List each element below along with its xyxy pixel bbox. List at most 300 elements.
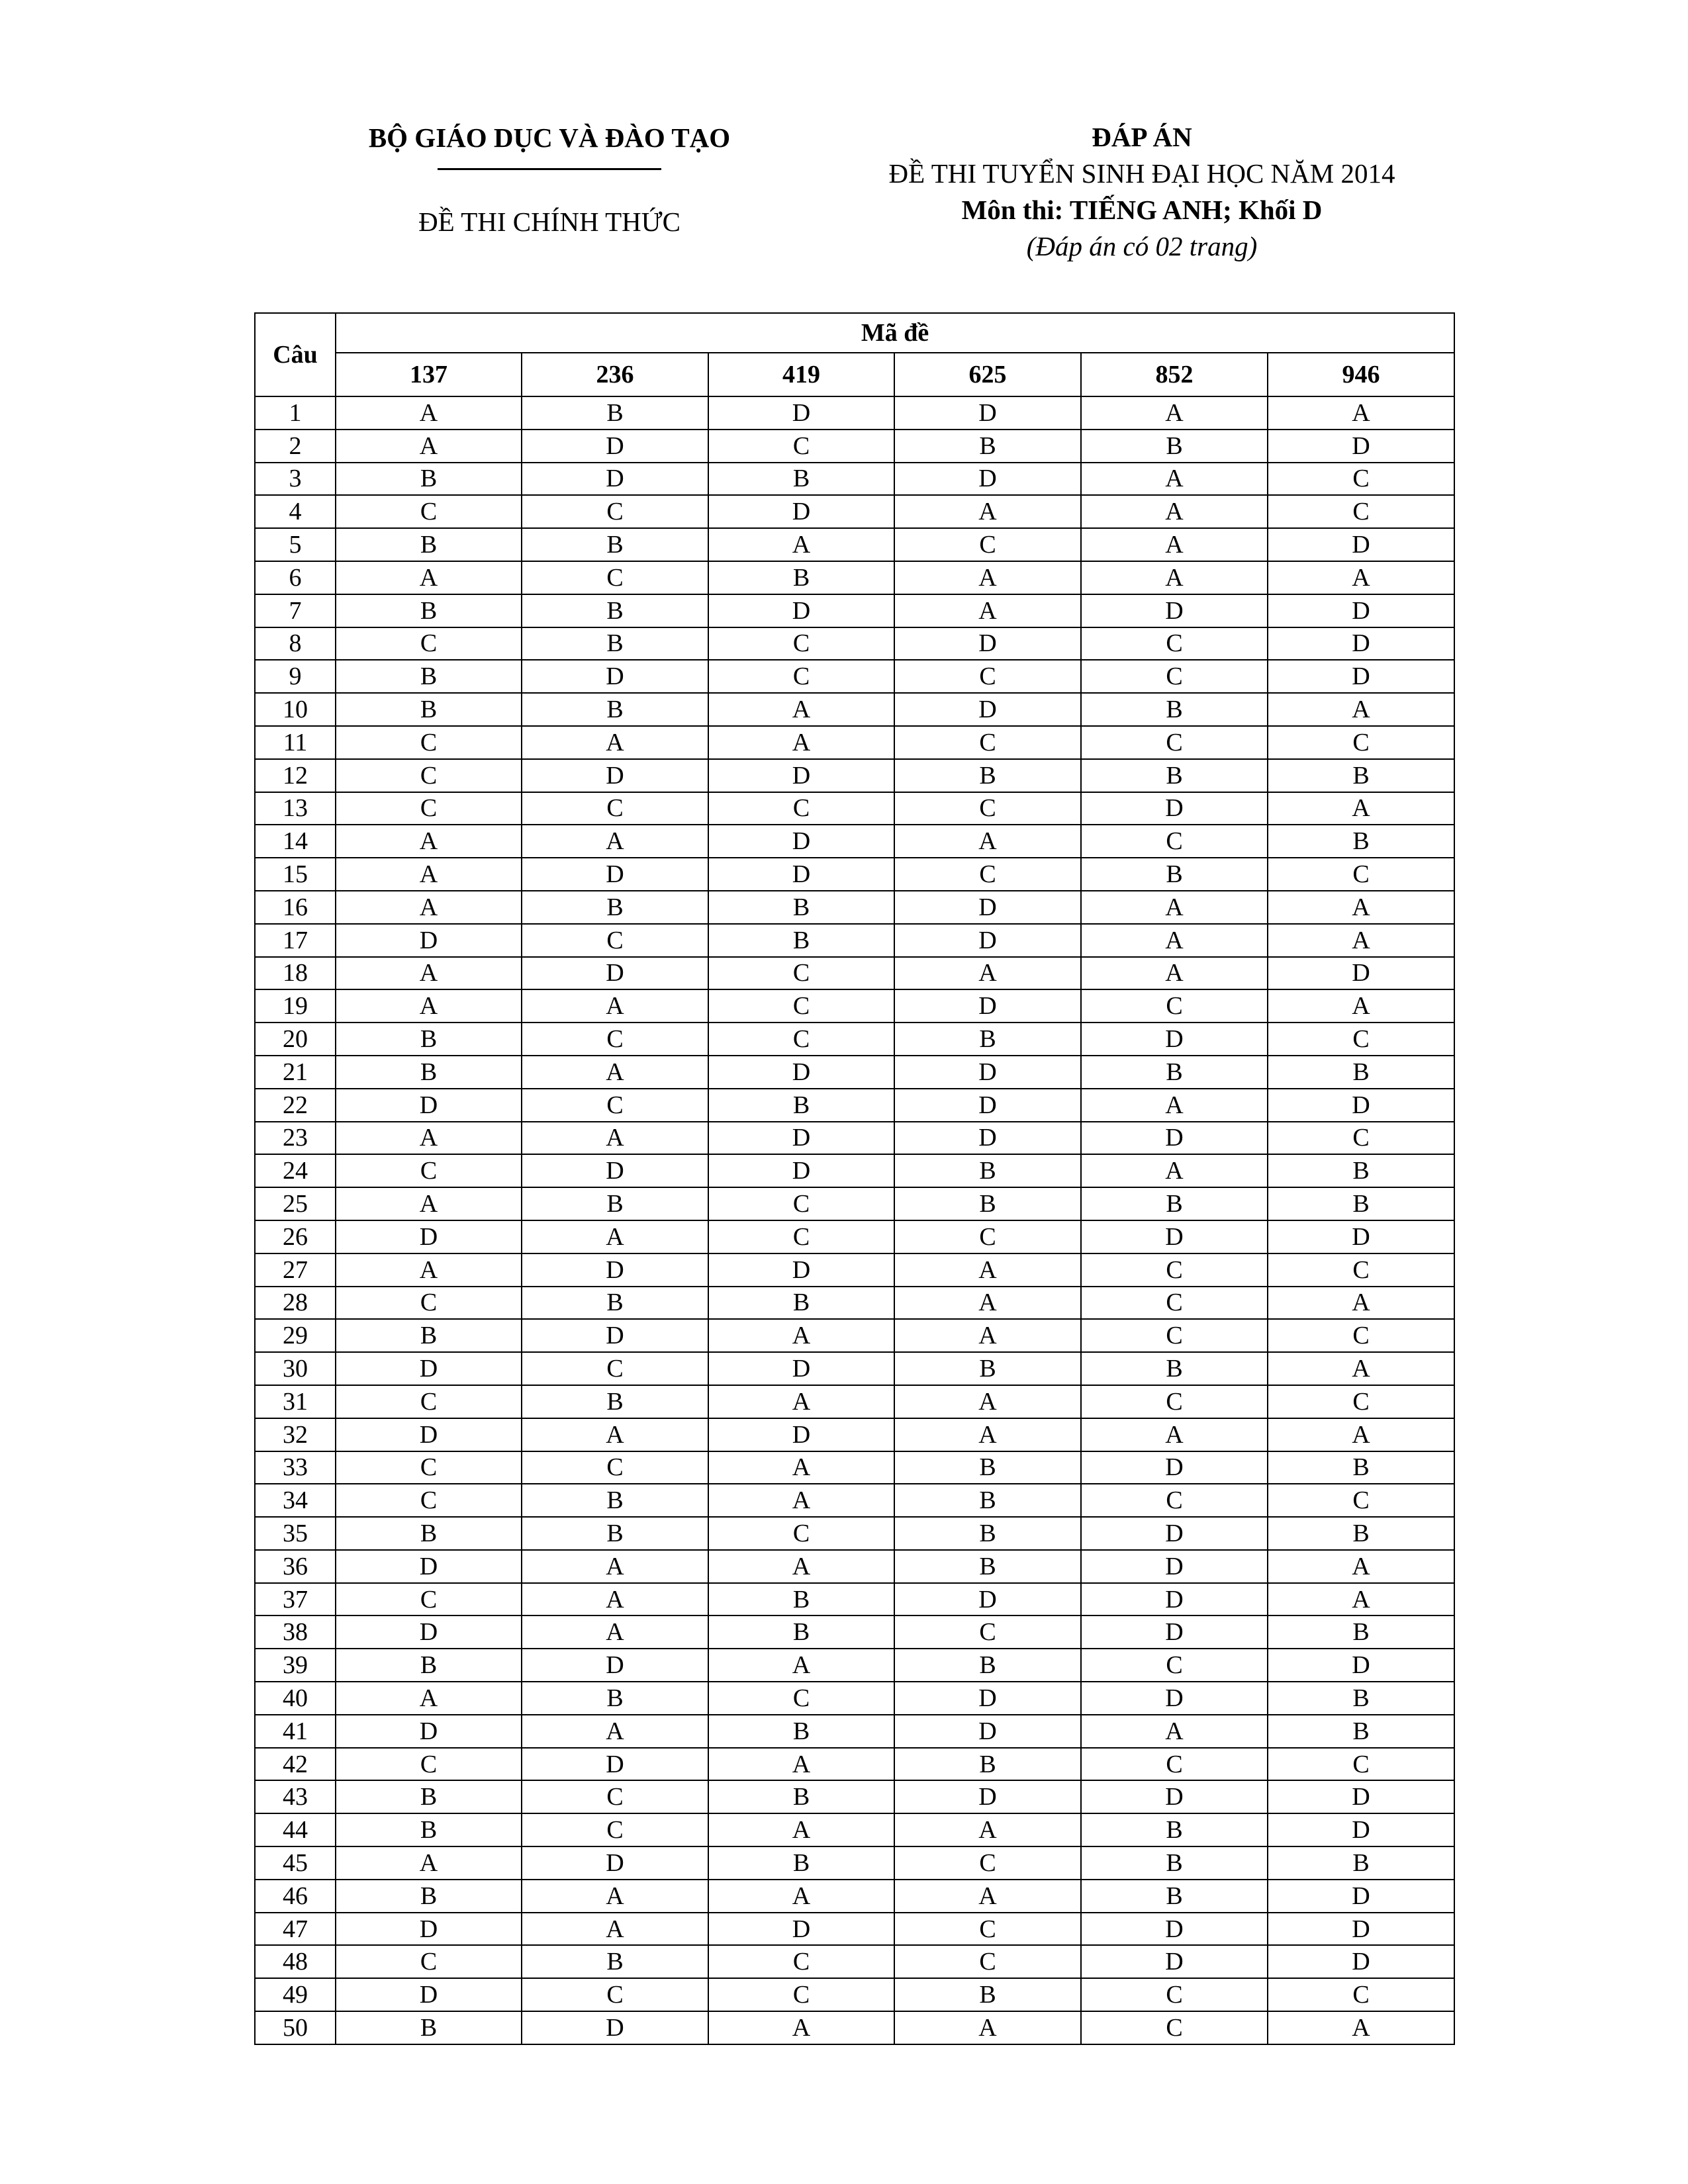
answer-cell: B [522, 1484, 708, 1517]
answer-cell: A [894, 1385, 1081, 1418]
table-row [255, 1451, 1454, 1484]
table-row [255, 1649, 1454, 1682]
answer-cell: D [522, 957, 708, 990]
answer-cell: C [1081, 1319, 1268, 1352]
answer-cell: D [336, 1089, 522, 1122]
answer-cell: D [336, 1715, 522, 1748]
answer-cell: C [1081, 1484, 1268, 1517]
table-row [255, 1913, 1454, 1946]
question-number: 21 [255, 1056, 336, 1089]
question-number: 50 [255, 2011, 336, 2044]
question-number: 25 [255, 1187, 336, 1220]
answer-cell: B [708, 924, 894, 957]
table-row [255, 1484, 1454, 1517]
question-number: 6 [255, 561, 336, 594]
answer-cell: C [336, 627, 522, 660]
answer-cell: C [894, 1913, 1081, 1946]
answer-cell: C [1268, 858, 1454, 891]
answer-cell: C [336, 792, 522, 825]
answer-cell: A [894, 2011, 1081, 2044]
answer-cell: D [336, 1615, 522, 1649]
answer-cell: B [1268, 1715, 1454, 1748]
answer-cell: C [894, 1846, 1081, 1880]
answer-cell: B [894, 1023, 1081, 1056]
exam-code-header: Mã đề [336, 313, 1454, 353]
answer-cell: A [336, 989, 522, 1023]
answer-cell: B [1268, 1846, 1454, 1880]
answer-cell: B [894, 1649, 1081, 1682]
question-number: 22 [255, 1089, 336, 1122]
answer-cell: A [1268, 891, 1454, 924]
answer-cell: C [708, 1682, 894, 1715]
answer-cell: C [522, 1451, 708, 1484]
answer-cell: A [522, 1880, 708, 1913]
answer-cell: A [522, 989, 708, 1023]
answer-cell: C [708, 1187, 894, 1220]
answer-cell: B [336, 1880, 522, 1913]
table-row [255, 1780, 1454, 1813]
answer-cell: B [894, 1154, 1081, 1187]
subject-line: Môn thi: TIẾNG ANH; Khối D [961, 195, 1323, 225]
answer-cell: A [522, 1615, 708, 1649]
answer-cell: C [894, 1615, 1081, 1649]
answer-cell: D [708, 1352, 894, 1385]
question-number: 18 [255, 957, 336, 990]
table-row [255, 561, 1454, 594]
answer-cell: B [1268, 759, 1454, 792]
answer-cell: D [522, 1319, 708, 1352]
question-number: 23 [255, 1122, 336, 1155]
answer-cell: B [336, 1319, 522, 1352]
question-number: 7 [255, 594, 336, 627]
answer-cell: D [894, 1056, 1081, 1089]
answer-cell: C [708, 627, 894, 660]
answer-cell: B [894, 1517, 1081, 1550]
question-number: 15 [255, 858, 336, 891]
answer-cell: D [522, 1748, 708, 1781]
answer-cell: A [1268, 1418, 1454, 1451]
answer-cell: D [708, 825, 894, 858]
answer-cell: D [708, 495, 894, 528]
question-number: 2 [255, 430, 336, 463]
answer-cell: A [894, 1319, 1081, 1352]
answer-cell: C [1268, 1385, 1454, 1418]
answer-cell: C [1081, 989, 1268, 1023]
answer-cell: A [894, 1287, 1081, 1320]
answer-cell: D [1268, 430, 1454, 463]
question-number: 10 [255, 693, 336, 726]
answer-cell: B [708, 891, 894, 924]
answer-cell: C [708, 660, 894, 693]
answer-cell: D [1081, 1583, 1268, 1616]
answer-cell: D [894, 1682, 1081, 1715]
question-number: 12 [255, 759, 336, 792]
answer-cell: D [894, 463, 1081, 496]
question-number: 24 [255, 1154, 336, 1187]
answer-cell: D [894, 1715, 1081, 1748]
answer-cell: D [336, 1550, 522, 1583]
answer-cell: B [1081, 430, 1268, 463]
question-number: 33 [255, 1451, 336, 1484]
answer-cell: C [1268, 1122, 1454, 1155]
question-number: 8 [255, 627, 336, 660]
table-row [255, 1352, 1454, 1385]
answer-cell: D [1268, 1945, 1454, 1978]
answer-cell: A [1081, 463, 1268, 496]
answer-cell: C [1268, 1253, 1454, 1287]
answer-cell: D [1268, 660, 1454, 693]
answer-cell: A [1268, 1352, 1454, 1385]
answer-cell: B [336, 463, 522, 496]
answer-cell: D [1081, 1682, 1268, 1715]
answer-cell: B [1268, 1451, 1454, 1484]
answer-cell: D [1081, 1913, 1268, 1946]
table-row [255, 1122, 1454, 1155]
answer-cell: A [1081, 957, 1268, 990]
question-number: 31 [255, 1385, 336, 1418]
question-number: 40 [255, 1682, 336, 1715]
question-number: 38 [255, 1615, 336, 1649]
answer-cell: A [1268, 989, 1454, 1023]
answer-cell: A [894, 1418, 1081, 1451]
table-row [255, 891, 1454, 924]
answer-cell: B [336, 1813, 522, 1846]
answer-cell: A [336, 1682, 522, 1715]
ministry-name: BỘ GIÁO DỤC VÀ ĐÀO TẠO [368, 122, 731, 153]
exam-code: 419 [708, 353, 894, 396]
answer-cell: B [336, 660, 522, 693]
answer-cell: A [708, 1451, 894, 1484]
table-row [255, 924, 1454, 957]
answer-cell: A [522, 825, 708, 858]
answer-cell: D [522, 1649, 708, 1682]
table-row [255, 1220, 1454, 1253]
answer-cell: B [708, 1715, 894, 1748]
answer-cell: B [336, 1023, 522, 1056]
answer-cell: A [708, 1649, 894, 1682]
answer-cell: B [708, 561, 894, 594]
table-row [255, 825, 1454, 858]
answer-cell: D [708, 858, 894, 891]
answer-cell: B [708, 1615, 894, 1649]
answer-cell: A [1268, 693, 1454, 726]
table-row [255, 1813, 1454, 1846]
answer-cell: A [522, 1418, 708, 1451]
answer-cell: D [708, 396, 894, 430]
answer-cell: B [894, 1352, 1081, 1385]
answer-cell: B [336, 2011, 522, 2044]
answer-cell: D [708, 759, 894, 792]
answer-cell: C [1081, 825, 1268, 858]
question-number: 28 [255, 1287, 336, 1320]
answer-cell: C [708, 792, 894, 825]
title-block [768, 119, 1516, 265]
answer-cell: C [336, 1154, 522, 1187]
table-row [255, 1846, 1454, 1880]
answer-cell: D [1081, 1023, 1268, 1056]
answer-cell: B [522, 693, 708, 726]
answer-cell: D [336, 1913, 522, 1946]
table-row [255, 1583, 1454, 1616]
question-number: 41 [255, 1715, 336, 1748]
answer-cell: A [708, 693, 894, 726]
table-row [255, 792, 1454, 825]
answer-cell: D [894, 1780, 1081, 1813]
answer-cell: A [708, 1550, 894, 1583]
answer-cell: D [522, 759, 708, 792]
answer-cell: B [336, 1056, 522, 1089]
answer-cell: B [1081, 1187, 1268, 1220]
answer-cell: D [708, 1056, 894, 1089]
answer-cell: D [522, 1154, 708, 1187]
answer-cell: A [336, 1253, 522, 1287]
table-row [255, 430, 1454, 463]
answer-cell: C [1268, 1748, 1454, 1781]
answer-cell: D [894, 891, 1081, 924]
question-number: 19 [255, 989, 336, 1023]
official-exam-label: ĐỀ THI CHÍNH THỨC [418, 206, 680, 237]
answer-cell: D [894, 1122, 1081, 1155]
answer-cell: B [522, 627, 708, 660]
question-number: 44 [255, 1813, 336, 1846]
answer-cell: C [522, 495, 708, 528]
answer-cell: A [336, 858, 522, 891]
answer-cell: A [1268, 2011, 1454, 2044]
answer-cell: A [708, 1319, 894, 1352]
answer-cell: D [894, 396, 1081, 430]
answer-cell: D [336, 1418, 522, 1451]
answer-cell: A [522, 1122, 708, 1155]
answer-cell: A [708, 1385, 894, 1418]
answer-cell: D [1268, 1913, 1454, 1946]
question-number: 11 [255, 726, 336, 759]
answer-cell: B [894, 1978, 1081, 2011]
answer-cell: A [336, 825, 522, 858]
issuer-block [278, 119, 821, 240]
table-row [255, 1319, 1454, 1352]
table-row [255, 627, 1454, 660]
table-row [255, 1880, 1454, 1913]
answer-cell: A [894, 1880, 1081, 1913]
answer-cell: D [894, 1583, 1081, 1616]
answer-cell: A [1081, 396, 1268, 430]
answer-cell: B [522, 1287, 708, 1320]
answer-cell: B [1081, 1846, 1268, 1880]
answer-cell: B [894, 1484, 1081, 1517]
answer-cell: A [522, 726, 708, 759]
answer-cell: D [1268, 1813, 1454, 1846]
table-row [255, 1253, 1454, 1287]
answer-cell: B [1081, 1880, 1268, 1913]
question-number: 43 [255, 1780, 336, 1813]
question-number: 37 [255, 1583, 336, 1616]
answer-cell: D [894, 693, 1081, 726]
answer-cell: C [336, 1583, 522, 1616]
answer-cell: C [1081, 1649, 1268, 1682]
answer-cell: A [894, 495, 1081, 528]
table-row [255, 396, 1454, 430]
answer-cell: A [1268, 1287, 1454, 1320]
answer-cell: D [894, 1089, 1081, 1122]
answer-cell: A [1081, 1715, 1268, 1748]
answer-cell: C [522, 924, 708, 957]
answer-cell: A [894, 957, 1081, 990]
answer-cell: C [894, 1945, 1081, 1978]
question-number: 3 [255, 463, 336, 496]
question-number: 17 [255, 924, 336, 957]
answer-cell: A [894, 594, 1081, 627]
answer-cell: B [1081, 1813, 1268, 1846]
answer-cell: D [1268, 627, 1454, 660]
answer-cell: B [522, 1187, 708, 1220]
answer-cell: B [522, 1517, 708, 1550]
answer-cell: C [1081, 1748, 1268, 1781]
question-number: 39 [255, 1649, 336, 1682]
answer-cell: A [522, 1550, 708, 1583]
answer-cell: B [336, 693, 522, 726]
table-row [255, 1615, 1454, 1649]
table-row [255, 858, 1454, 891]
answer-cell: C [1268, 1978, 1454, 2011]
answer-cell: D [336, 1220, 522, 1253]
answer-cell: D [894, 989, 1081, 1023]
exam-code: 137 [336, 353, 522, 396]
answer-cell: A [1081, 924, 1268, 957]
answer-cell: C [708, 989, 894, 1023]
answer-cell: C [336, 495, 522, 528]
exam-code: 625 [894, 353, 1081, 396]
exam-code: 236 [522, 353, 708, 396]
answer-cell: C [336, 1484, 522, 1517]
answer-cell: D [522, 463, 708, 496]
answer-cell: B [1081, 759, 1268, 792]
answer-cell: D [1081, 1220, 1268, 1253]
answer-cell: B [708, 1089, 894, 1122]
answer-cell: D [522, 1253, 708, 1287]
exam-code: 946 [1268, 353, 1454, 396]
answer-cell: B [522, 1945, 708, 1978]
answer-cell: B [1081, 1352, 1268, 1385]
answer-cell: D [708, 1154, 894, 1187]
answer-cell: B [522, 528, 708, 561]
exam-code: 852 [1081, 353, 1268, 396]
answer-cell: A [708, 2011, 894, 2044]
question-number: 47 [255, 1913, 336, 1946]
table-row [255, 989, 1454, 1023]
answer-cell: D [1081, 1945, 1268, 1978]
answer-cell: D [708, 1418, 894, 1451]
question-number: 16 [255, 891, 336, 924]
table-row [255, 660, 1454, 693]
answer-cell: A [708, 1880, 894, 1913]
answer-cell: C [1268, 1023, 1454, 1056]
answer-cell: A [708, 726, 894, 759]
answer-cell: B [708, 1583, 894, 1616]
answer-cell: C [336, 1451, 522, 1484]
table-row [255, 1550, 1454, 1583]
answer-cell: C [522, 1089, 708, 1122]
answer-cell: A [336, 957, 522, 990]
answer-cell: A [522, 1913, 708, 1946]
answer-cell: B [894, 1748, 1081, 1781]
table-row [255, 957, 1454, 990]
answer-cell: A [336, 1187, 522, 1220]
question-number: 45 [255, 1846, 336, 1880]
answer-cell: A [522, 1056, 708, 1089]
table-row [255, 1023, 1454, 1056]
answer-cell: B [894, 430, 1081, 463]
answer-cell: A [708, 1813, 894, 1846]
table-row [255, 463, 1454, 496]
answer-cell: C [1081, 726, 1268, 759]
answer-cell: A [1081, 528, 1268, 561]
question-number: 36 [255, 1550, 336, 1583]
answer-cell: A [708, 1484, 894, 1517]
answer-cell: D [708, 1253, 894, 1287]
answer-cell: C [708, 1023, 894, 1056]
answer-cell: D [1268, 1649, 1454, 1682]
answer-cell: D [1081, 1122, 1268, 1155]
table-row [255, 693, 1454, 726]
answer-cell: D [708, 1913, 894, 1946]
question-number: 29 [255, 1319, 336, 1352]
answer-cell: B [894, 1187, 1081, 1220]
answer-cell: B [336, 1780, 522, 1813]
answer-cell: A [894, 561, 1081, 594]
table-row [255, 2011, 1454, 2044]
table-row [255, 1154, 1454, 1187]
answer-cell: C [336, 1748, 522, 1781]
question-number: 30 [255, 1352, 336, 1385]
answer-cell: A [1081, 561, 1268, 594]
pages-note: (Đáp án có 02 trang) [1026, 231, 1258, 261]
answer-cell: C [708, 1220, 894, 1253]
answer-cell: A [1081, 1418, 1268, 1451]
answer-cell: A [894, 1813, 1081, 1846]
answer-cell: C [1268, 726, 1454, 759]
question-number: 32 [255, 1418, 336, 1451]
answer-cell: D [708, 1122, 894, 1155]
answer-cell: B [708, 1780, 894, 1813]
answer-cell: C [708, 430, 894, 463]
answer-cell: B [1081, 1056, 1268, 1089]
answer-cell: B [1081, 858, 1268, 891]
answer-cell: C [522, 1352, 708, 1385]
question-number: 42 [255, 1748, 336, 1781]
answer-cell: D [1081, 1517, 1268, 1550]
answer-cell: D [522, 858, 708, 891]
answer-cell: C [1081, 660, 1268, 693]
answer-cell: A [1081, 495, 1268, 528]
answer-cell: B [1268, 1056, 1454, 1089]
answer-cell: C [336, 1385, 522, 1418]
table-row [255, 1418, 1454, 1451]
answer-cell: B [1268, 1682, 1454, 1715]
answer-cell: D [1081, 594, 1268, 627]
answer-cell: A [336, 561, 522, 594]
answer-cell: A [336, 1122, 522, 1155]
question-number: 13 [255, 792, 336, 825]
answer-cell: A [1268, 924, 1454, 957]
exam-code-row [255, 353, 1454, 396]
answer-cell: C [1081, 1253, 1268, 1287]
answer-cell: C [894, 726, 1081, 759]
answer-cell: B [1268, 1517, 1454, 1550]
answer-cell: B [522, 1682, 708, 1715]
table-row [255, 1056, 1454, 1089]
answer-cell: D [1268, 1220, 1454, 1253]
answer-cell: A [1268, 1583, 1454, 1616]
